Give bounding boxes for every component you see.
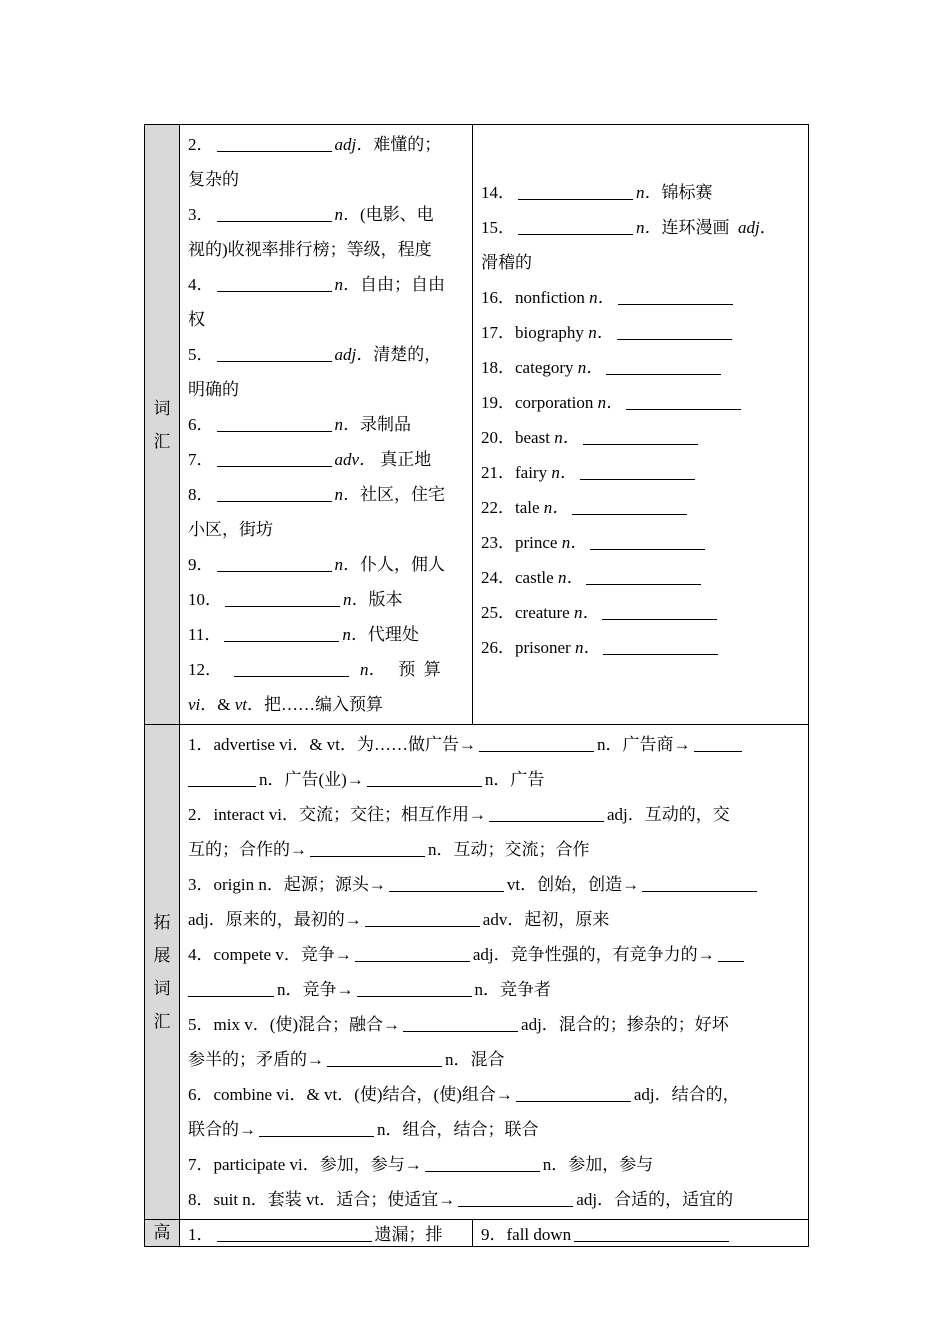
high-label — [145, 1220, 180, 1247]
expand-line: 8．suit n．套装 vt．适合；使适宜→ adj．合适的，适宜的 — [188, 1190, 734, 1209]
answer-blank[interactable] — [234, 658, 349, 677]
answer-blank[interactable] — [225, 588, 340, 607]
vocab-item-cont: 明确的 — [188, 380, 239, 399]
expand-line: 4．compete v．竞争→ adj．竞争性强的，有竞争力的→ — [188, 937, 800, 972]
vocab-item: 18．category n． — [481, 350, 800, 385]
answer-blank[interactable] — [217, 413, 332, 432]
vocab-item: 26．prisoner n． — [481, 630, 800, 665]
vocab-item-cont: 滑稽的 — [481, 253, 532, 272]
answer-blank[interactable] — [259, 1118, 374, 1137]
vocab-item: 23．prince n． — [481, 525, 800, 560]
answer-blank[interactable] — [602, 601, 717, 620]
label-char: 高 — [153, 1223, 171, 1242]
answer-blank[interactable] — [217, 483, 332, 502]
expand-line: n．广告(业)→ n．广告 — [188, 762, 800, 797]
answer-blank[interactable] — [572, 496, 687, 515]
vocab-item: 20．beast n． — [481, 420, 800, 455]
answer-blank[interactable] — [357, 978, 472, 997]
vocab-item: 8． n．社区，住宅 — [188, 485, 445, 504]
answer-blank[interactable] — [403, 1013, 518, 1032]
expand-line: 7．participate vi．参加，参与→ n．参加，参与 — [188, 1155, 654, 1174]
answer-blank[interactable] — [458, 1188, 573, 1207]
vocab-item: 15． n．连环漫画 adj． — [481, 218, 777, 237]
expand-line: 1．advertise vi．& vt．为……做广告→ n．广告商→ — [188, 727, 800, 762]
vocab-item-cont: 小区，街坊 — [188, 520, 273, 539]
expand-row — [145, 725, 809, 1220]
answer-blank[interactable] — [580, 461, 695, 480]
vocab-item-cont: vi．& vt．把……编入预算 — [188, 695, 384, 714]
answer-blank[interactable] — [188, 768, 256, 787]
answer-blank[interactable] — [694, 733, 742, 752]
answer-blank[interactable] — [603, 636, 718, 655]
vocab-left-cell — [180, 125, 473, 725]
answer-blank[interactable] — [617, 321, 732, 340]
vocab-item-cont: 视的)收视率排行榜；等级，程度 — [188, 240, 432, 259]
answer-blank[interactable] — [425, 1153, 540, 1172]
vocab-right-cell — [473, 125, 809, 725]
answer-blank[interactable] — [586, 566, 701, 585]
answer-blank[interactable] — [365, 908, 480, 927]
label-char: 汇 — [153, 431, 171, 451]
answer-blank[interactable] — [518, 181, 633, 200]
answer-blank[interactable] — [367, 768, 482, 787]
expand-cell — [180, 725, 809, 1220]
answer-blank[interactable] — [389, 873, 504, 892]
answer-blank[interactable] — [590, 531, 705, 550]
label-char: 汇 — [153, 1012, 171, 1031]
expand-line: 6．combine vi．& vt．(使)结合，(使)组合→ adj．结合的， — [188, 1085, 740, 1104]
answer-blank[interactable] — [224, 623, 339, 642]
answer-blank[interactable] — [217, 448, 332, 467]
vocab-item: 7． adv． 真正地 — [188, 450, 432, 469]
vocab-item: 24．castle n． — [481, 560, 800, 595]
answer-blank[interactable] — [327, 1048, 442, 1067]
answer-blank[interactable] — [217, 133, 332, 152]
vocab-item: 3． n．(电影、电 — [188, 205, 434, 224]
high-item: 9．fall down — [481, 1221, 800, 1246]
high-item: 1． 遗漏；排 — [188, 1225, 443, 1244]
high-row — [145, 1220, 809, 1247]
label-char: 拓 — [153, 913, 171, 932]
vocab-item: 16．nonfiction n． — [481, 280, 800, 315]
answer-blank[interactable] — [618, 286, 733, 305]
answer-blank[interactable] — [217, 1223, 372, 1242]
vocab-table — [144, 124, 809, 1247]
answer-blank[interactable] — [583, 426, 698, 445]
vocab-label — [145, 125, 180, 725]
expand-line: n．竞争→ n．竞争者 — [188, 972, 800, 1007]
label-char: 展 — [153, 946, 171, 965]
expand-line: adj．原来的，最初的→ adv．起初，原来 — [188, 910, 610, 929]
answer-blank[interactable] — [518, 216, 633, 235]
expand-line: 联合的→ n．组合，结合；联合 — [188, 1120, 539, 1139]
vocab-item: 17．biography n． — [481, 315, 800, 350]
label-char: 词 — [153, 398, 171, 418]
answer-blank[interactable] — [217, 343, 332, 362]
vocab-item: 14． n．锦标赛 — [481, 183, 713, 202]
vocab-item: 22．tale n． — [481, 490, 800, 525]
label-char: 词 — [153, 979, 171, 998]
answer-blank[interactable] — [217, 553, 332, 572]
answer-blank[interactable] — [479, 733, 594, 752]
vocab-item: 21．fairy n． — [481, 455, 800, 490]
vocab-item: 4． n．自由；自由 — [188, 275, 445, 294]
answer-blank[interactable] — [217, 203, 332, 222]
answer-blank[interactable] — [217, 273, 332, 292]
vocab-item: 5． adj．清楚的， — [188, 345, 442, 364]
expand-line: 5．mix v．(使)混合；融合→ adj．混合的；掺杂的；好坏 — [188, 1015, 729, 1034]
vocab-item: 11． n．代理处 — [188, 625, 419, 644]
vocab-item: 25．creature n． — [481, 595, 800, 630]
expand-line: 互的；合作的→ n．互动；交流；合作 — [188, 840, 590, 859]
answer-blank[interactable] — [310, 838, 425, 857]
answer-blank[interactable] — [626, 391, 741, 410]
vocab-item: 2． adj．难懂的； — [188, 135, 442, 154]
expand-line: 2．interact vi．交流；交往；相互作用→ adj．互动的，交 — [188, 805, 730, 824]
answer-blank[interactable] — [574, 1223, 729, 1242]
vocab-item: 12． n． 预 算 — [188, 660, 441, 679]
answer-blank[interactable] — [489, 803, 604, 822]
vocab-item: 6． n．录制品 — [188, 415, 411, 434]
answer-blank[interactable] — [355, 943, 470, 962]
vocab-item-cont: 权 — [188, 310, 205, 329]
answer-blank[interactable] — [642, 873, 757, 892]
vocab-item: 9． n．仆人，佣人 — [188, 555, 445, 574]
answer-blank[interactable] — [606, 356, 721, 375]
expand-label — [145, 725, 180, 1220]
vocab-row — [145, 125, 809, 725]
expand-line: 参半的；矛盾的→ n．混合 — [188, 1050, 505, 1069]
high-right-cell — [473, 1220, 809, 1247]
high-left-cell — [180, 1220, 473, 1247]
expand-line: 3．origin n．起源；源头→ vt．创始，创造→ — [188, 867, 800, 902]
vocab-item: 19．corporation n． — [481, 385, 800, 420]
answer-blank[interactable] — [718, 943, 744, 962]
vocab-item: 10． n．版本 — [188, 590, 403, 609]
answer-blank[interactable] — [188, 978, 274, 997]
answer-blank[interactable] — [516, 1083, 631, 1102]
vocab-item-cont: 复杂的 — [188, 170, 239, 189]
